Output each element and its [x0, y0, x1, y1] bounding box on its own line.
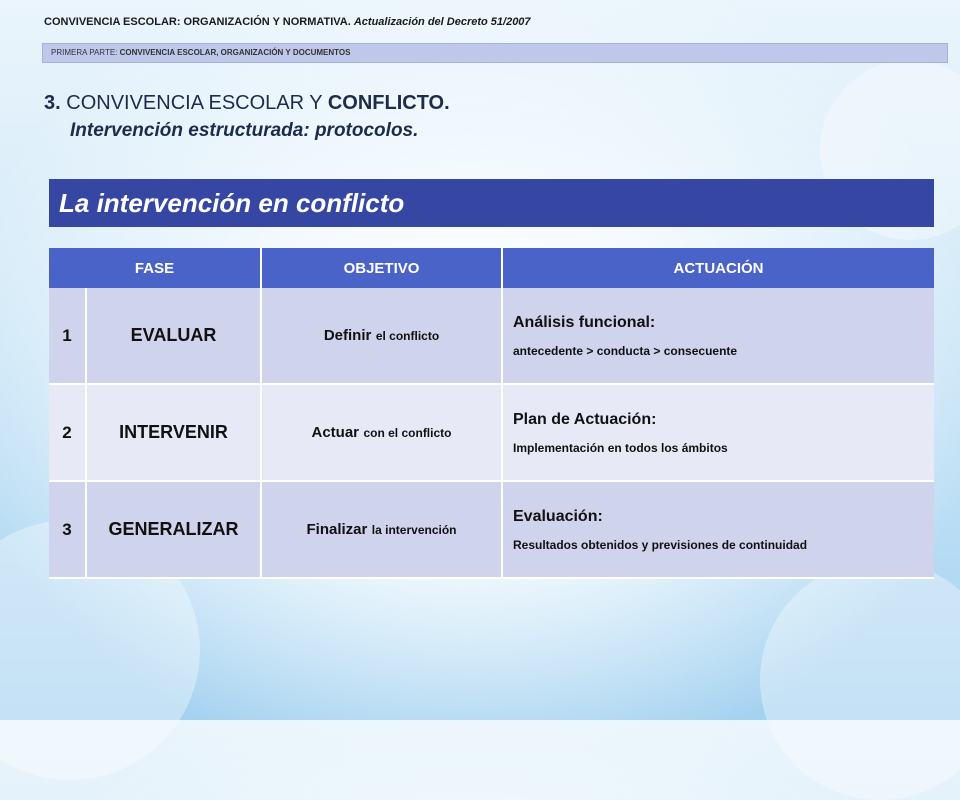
row-phase: GENERALIZAR	[86, 481, 261, 578]
action-title: Análisis funcional:	[513, 313, 656, 331]
section-title	[44, 92, 450, 115]
row-phase: EVALUAR	[86, 288, 261, 384]
action-detail: antecedente > conducta > consecuente	[513, 343, 738, 358]
objective-verb: Finalizar	[306, 520, 368, 538]
objective-rest: la intervención	[371, 522, 457, 537]
action-detail: Implementación en todos los ámbitos	[513, 440, 728, 455]
part-title: CONVIVENCIA ESCOLAR, ORGANIZACIÓN Y DOCUMENTOS	[119, 48, 351, 57]
row-number: 3	[49, 481, 86, 578]
section-subtitle: Intervención estructurada: protocolos.	[70, 120, 419, 141]
banner-title: La intervención en conflicto	[49, 179, 934, 227]
table-row	[49, 384, 934, 481]
phase-table	[49, 248, 934, 579]
course-update: Actualización del Decreto 51/2007	[353, 16, 531, 28]
section-title-bold: CONFLICTO.	[327, 92, 450, 114]
part-prefix: PRIMERA PARTE:	[51, 48, 118, 57]
column-header-phase: FASE	[49, 248, 261, 288]
table-header-row	[49, 248, 934, 288]
row-objective	[261, 288, 502, 384]
row-action	[502, 481, 934, 578]
table-row	[49, 481, 934, 578]
background-bubble	[760, 560, 960, 800]
row-number: 2	[49, 384, 86, 481]
row-action	[502, 384, 934, 481]
objective-verb: Definir	[323, 326, 372, 344]
table-row	[49, 288, 934, 384]
row-phase: INTERVENIR	[86, 384, 261, 481]
objective-rest: el conflicto	[375, 328, 440, 343]
row-objective	[261, 384, 502, 481]
row-action	[502, 288, 934, 384]
column-header-action: ACTUACIÓN	[502, 248, 934, 288]
course-header	[44, 16, 531, 28]
objective-verb: Actuar	[311, 423, 360, 441]
section-title-plain: CONVIVENCIA ESCOLAR Y	[66, 92, 323, 114]
section-number: 3.	[44, 92, 61, 114]
action-detail: Resultados obtenidos y previsiones de continuidad	[513, 537, 808, 552]
row-number: 1	[49, 288, 86, 384]
course-title: CONVIVENCIA ESCOLAR: ORGANIZACIÓN Y NORMATIVA.	[44, 16, 351, 28]
action-title: Evaluación:	[513, 507, 603, 525]
row-objective	[261, 481, 502, 578]
objective-rest: con el conflicto	[363, 425, 452, 440]
part-bar	[42, 43, 948, 63]
action-title: Plan de Actuación:	[513, 410, 657, 428]
column-header-objective: OBJETIVO	[261, 248, 502, 288]
